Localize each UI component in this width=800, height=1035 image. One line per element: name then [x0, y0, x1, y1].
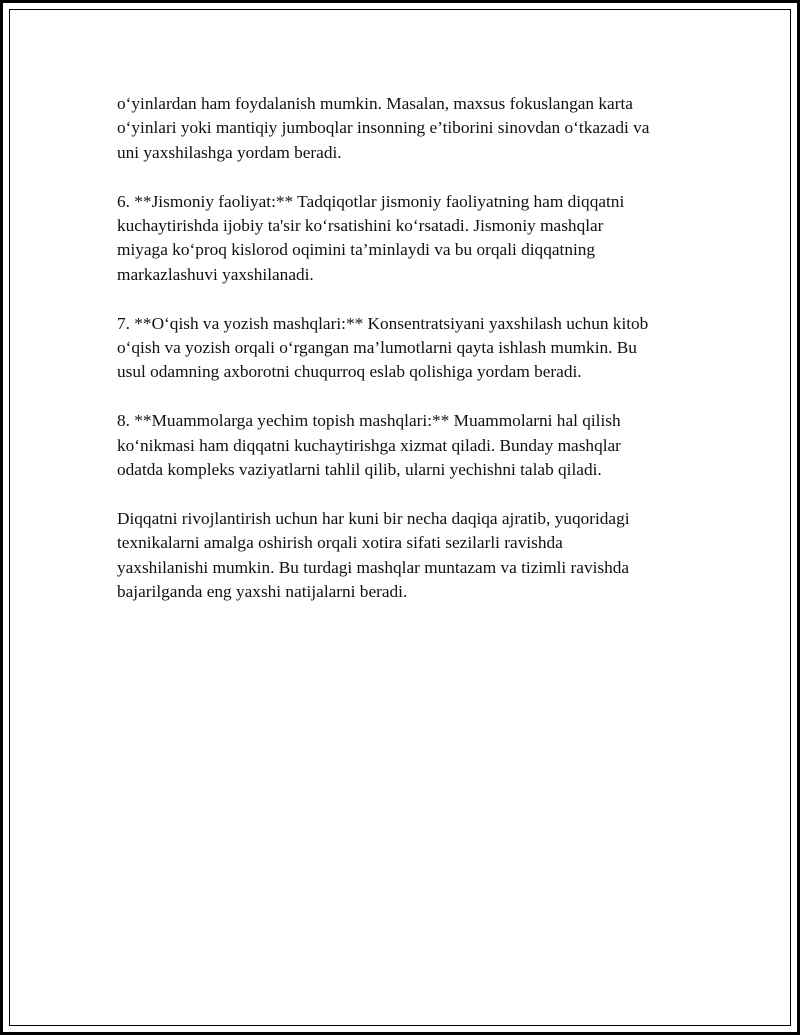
document-body [117, 92, 697, 629]
text-line: bajarilganda eng yaxshi natijalarni beradi. [117, 582, 408, 602]
text-line: miyaga ko‘proq kislorod oqimini ta’minlaydi va bu orqali diqqatning [117, 240, 596, 260]
paragraph-item-6 [117, 190, 697, 288]
paragraph-continuation [117, 92, 697, 165]
text-line: kuchaytirishda ijobiy ta'sir ko‘rsatishini ko‘rsatadi. Jismoniy mashqlar [117, 216, 604, 236]
text-line: odatda kompleks vaziyatlarni tahlil qilib, ularni yechishni talab qiladi. [117, 460, 602, 480]
paragraph-item-7 [117, 312, 697, 385]
text-line: o‘yinlari yoki mantiqiy jumboqlar insonning e’tiborini sinovdan o‘tkazadi va [117, 118, 650, 138]
paragraph-conclusion [117, 507, 697, 605]
text-line: 7. **O‘qish va yozish mashqlari:** Konsentratsiyani yaxshilash uchun kitob [117, 313, 649, 333]
text-line: uni yaxshilashga yordam beradi. [117, 142, 342, 162]
text-line: texnikalarni amalga oshirish orqali xotira sifati sezilarli ravishda [117, 533, 563, 553]
paragraph-item-8 [117, 409, 697, 482]
text-line: 6. **Jismoniy faoliyat:** Tadqiqotlar jismoniy faoliyatning ham diqqatni [117, 191, 625, 211]
text-line: yaxshilanishi mumkin. Bu turdagi mashqlar muntazam va tizimli ravishda [117, 557, 630, 577]
text-line: markazlashuvi yaxshilanadi. [117, 264, 314, 284]
text-line: o‘qish va yozish orqali o‘rgangan ma’lumotlarni qayta ishlash mumkin. Bu [117, 338, 637, 358]
text-line: o‘yinlardan ham foydalanish mumkin. Masalan, maxsus fokuslangan karta [117, 94, 633, 113]
text-line: 8. **Muammolarga yechim topish mashqlari:** Muammolarni hal qilish [117, 411, 621, 431]
text-line: ko‘nikmasi ham diqqatni kuchaytirishga xizmat qiladi. Bunday mashqlar [117, 435, 621, 455]
text-line: Diqqatni rivojlantirish uchun har kuni bir necha daqiqa ajratib, yuqoridagi [117, 508, 630, 528]
text-line: usul odamning axborotni chuqurroq eslab qolishiga yordam beradi. [117, 362, 582, 382]
